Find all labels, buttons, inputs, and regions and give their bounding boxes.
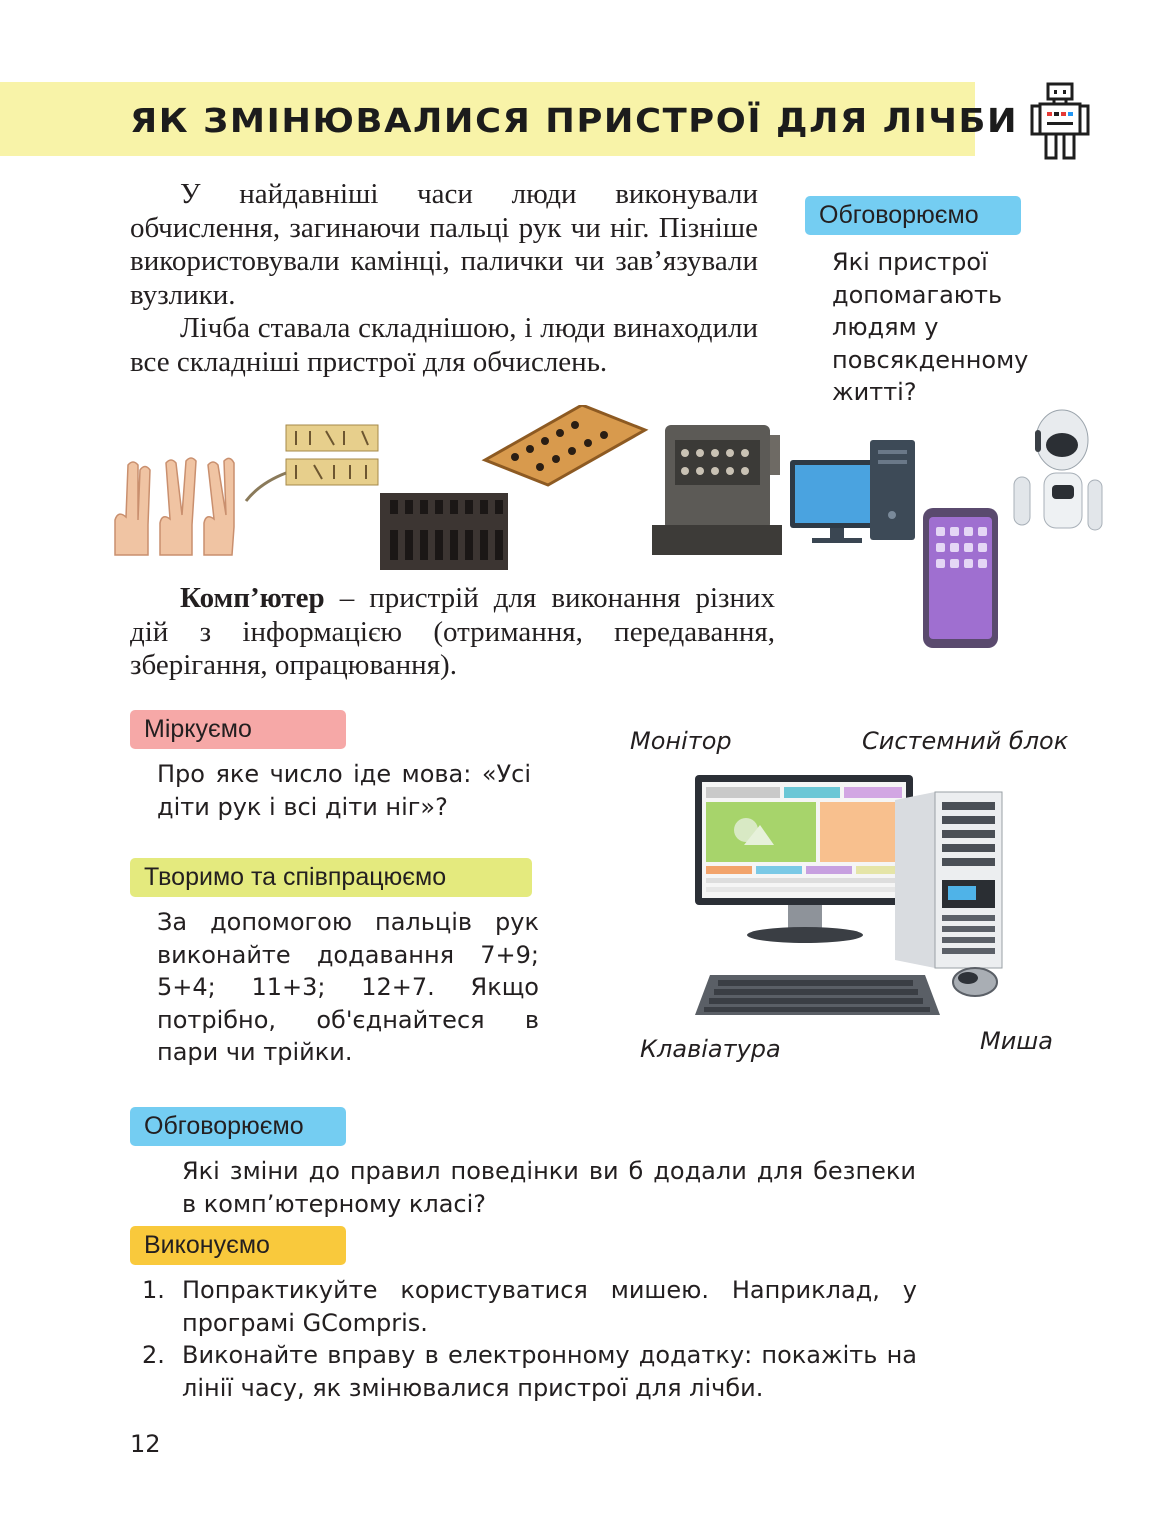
intro-paragraph-2: Лічба ставала складнішою, і люди винаходили все складніші пристрої для обчислень.	[130, 312, 758, 378]
old-abacus-image	[380, 493, 508, 570]
list-item-text: Попрактикуйте користуватися мишею. Наприклад, у програмі GCompris.	[182, 1276, 917, 1337]
list-item-number: 2.	[142, 1341, 165, 1369]
knots-image	[246, 425, 378, 501]
page-title: ЯК ЗМІНЮВАЛИСЯ ПРИСТРОЇ ДЛЯ ЛІЧБИ	[130, 101, 1019, 140]
definition-term: Комп’ютер	[180, 582, 325, 614]
computer-definition	[130, 582, 775, 683]
robot-icon	[1030, 82, 1090, 160]
discuss-tag-2: Обговорюємо	[130, 1107, 346, 1146]
smartphone-image	[923, 508, 998, 648]
list-item	[130, 1339, 917, 1404]
mechanical-calculator-image	[652, 425, 782, 555]
page-number: 12	[130, 1430, 161, 1458]
wooden-abacus-image	[485, 405, 645, 485]
keyboard-image	[695, 975, 940, 1015]
think-text: Про яке число іде мова: «Усі діти рук і всі діти ніг»?	[157, 760, 531, 821]
definition-text: – пристрій для виконання різних дій з інформацією (отримання, передавання, зберігання, опрацювання).	[130, 582, 775, 681]
label-keyboard: Клавіатура	[640, 1035, 781, 1063]
monitor-image	[695, 775, 913, 943]
do-tag: Виконуємо	[130, 1226, 346, 1265]
label-mouse: Миша	[980, 1027, 1053, 1055]
sidebar-question: Які пристрої допомагають людям у повсякденному житті?	[832, 248, 1029, 406]
mouse-image	[953, 968, 997, 996]
create-text: За допомогою пальців рук виконайте додавання 7+9; 5+4; 11+3; 12+7. Якщо потрібно, об'єднайтеся в пари чи трійки.	[157, 908, 539, 1066]
desktop-computer-image	[790, 440, 915, 543]
computer-parts-illustration	[690, 770, 1010, 1020]
fingers-image	[115, 458, 234, 555]
discuss-tag: Обговорюємо	[805, 196, 1021, 235]
intro-paragraph-1: У найдавніші часи люди виконували обчислення, загинаючи пальці рук чи ніг. Пізніше використовували камінці, палички чи зав’язували вузлики.	[130, 178, 758, 311]
think-tag: Міркуємо	[130, 710, 346, 749]
humanoid-robot-image	[1014, 410, 1102, 530]
create-tag: Творимо та співпрацюємо	[130, 858, 532, 897]
label-monitor: Монітор	[630, 727, 732, 755]
intro-text	[130, 178, 758, 379]
discuss-text: Які зміни до правил поведінки ви б додали для безпеки в комп’ютерному класі?	[182, 1157, 916, 1218]
system-unit-image	[895, 792, 1002, 968]
task-list	[130, 1274, 917, 1404]
list-item-text: Виконайте вправу в електронному додатку: покажіть на лінії часу, як змінювалися пристрої для лічби.	[182, 1341, 917, 1402]
list-item-number: 1.	[142, 1276, 165, 1304]
list-item	[130, 1274, 917, 1339]
label-system-unit: Системний блок	[862, 727, 1069, 755]
